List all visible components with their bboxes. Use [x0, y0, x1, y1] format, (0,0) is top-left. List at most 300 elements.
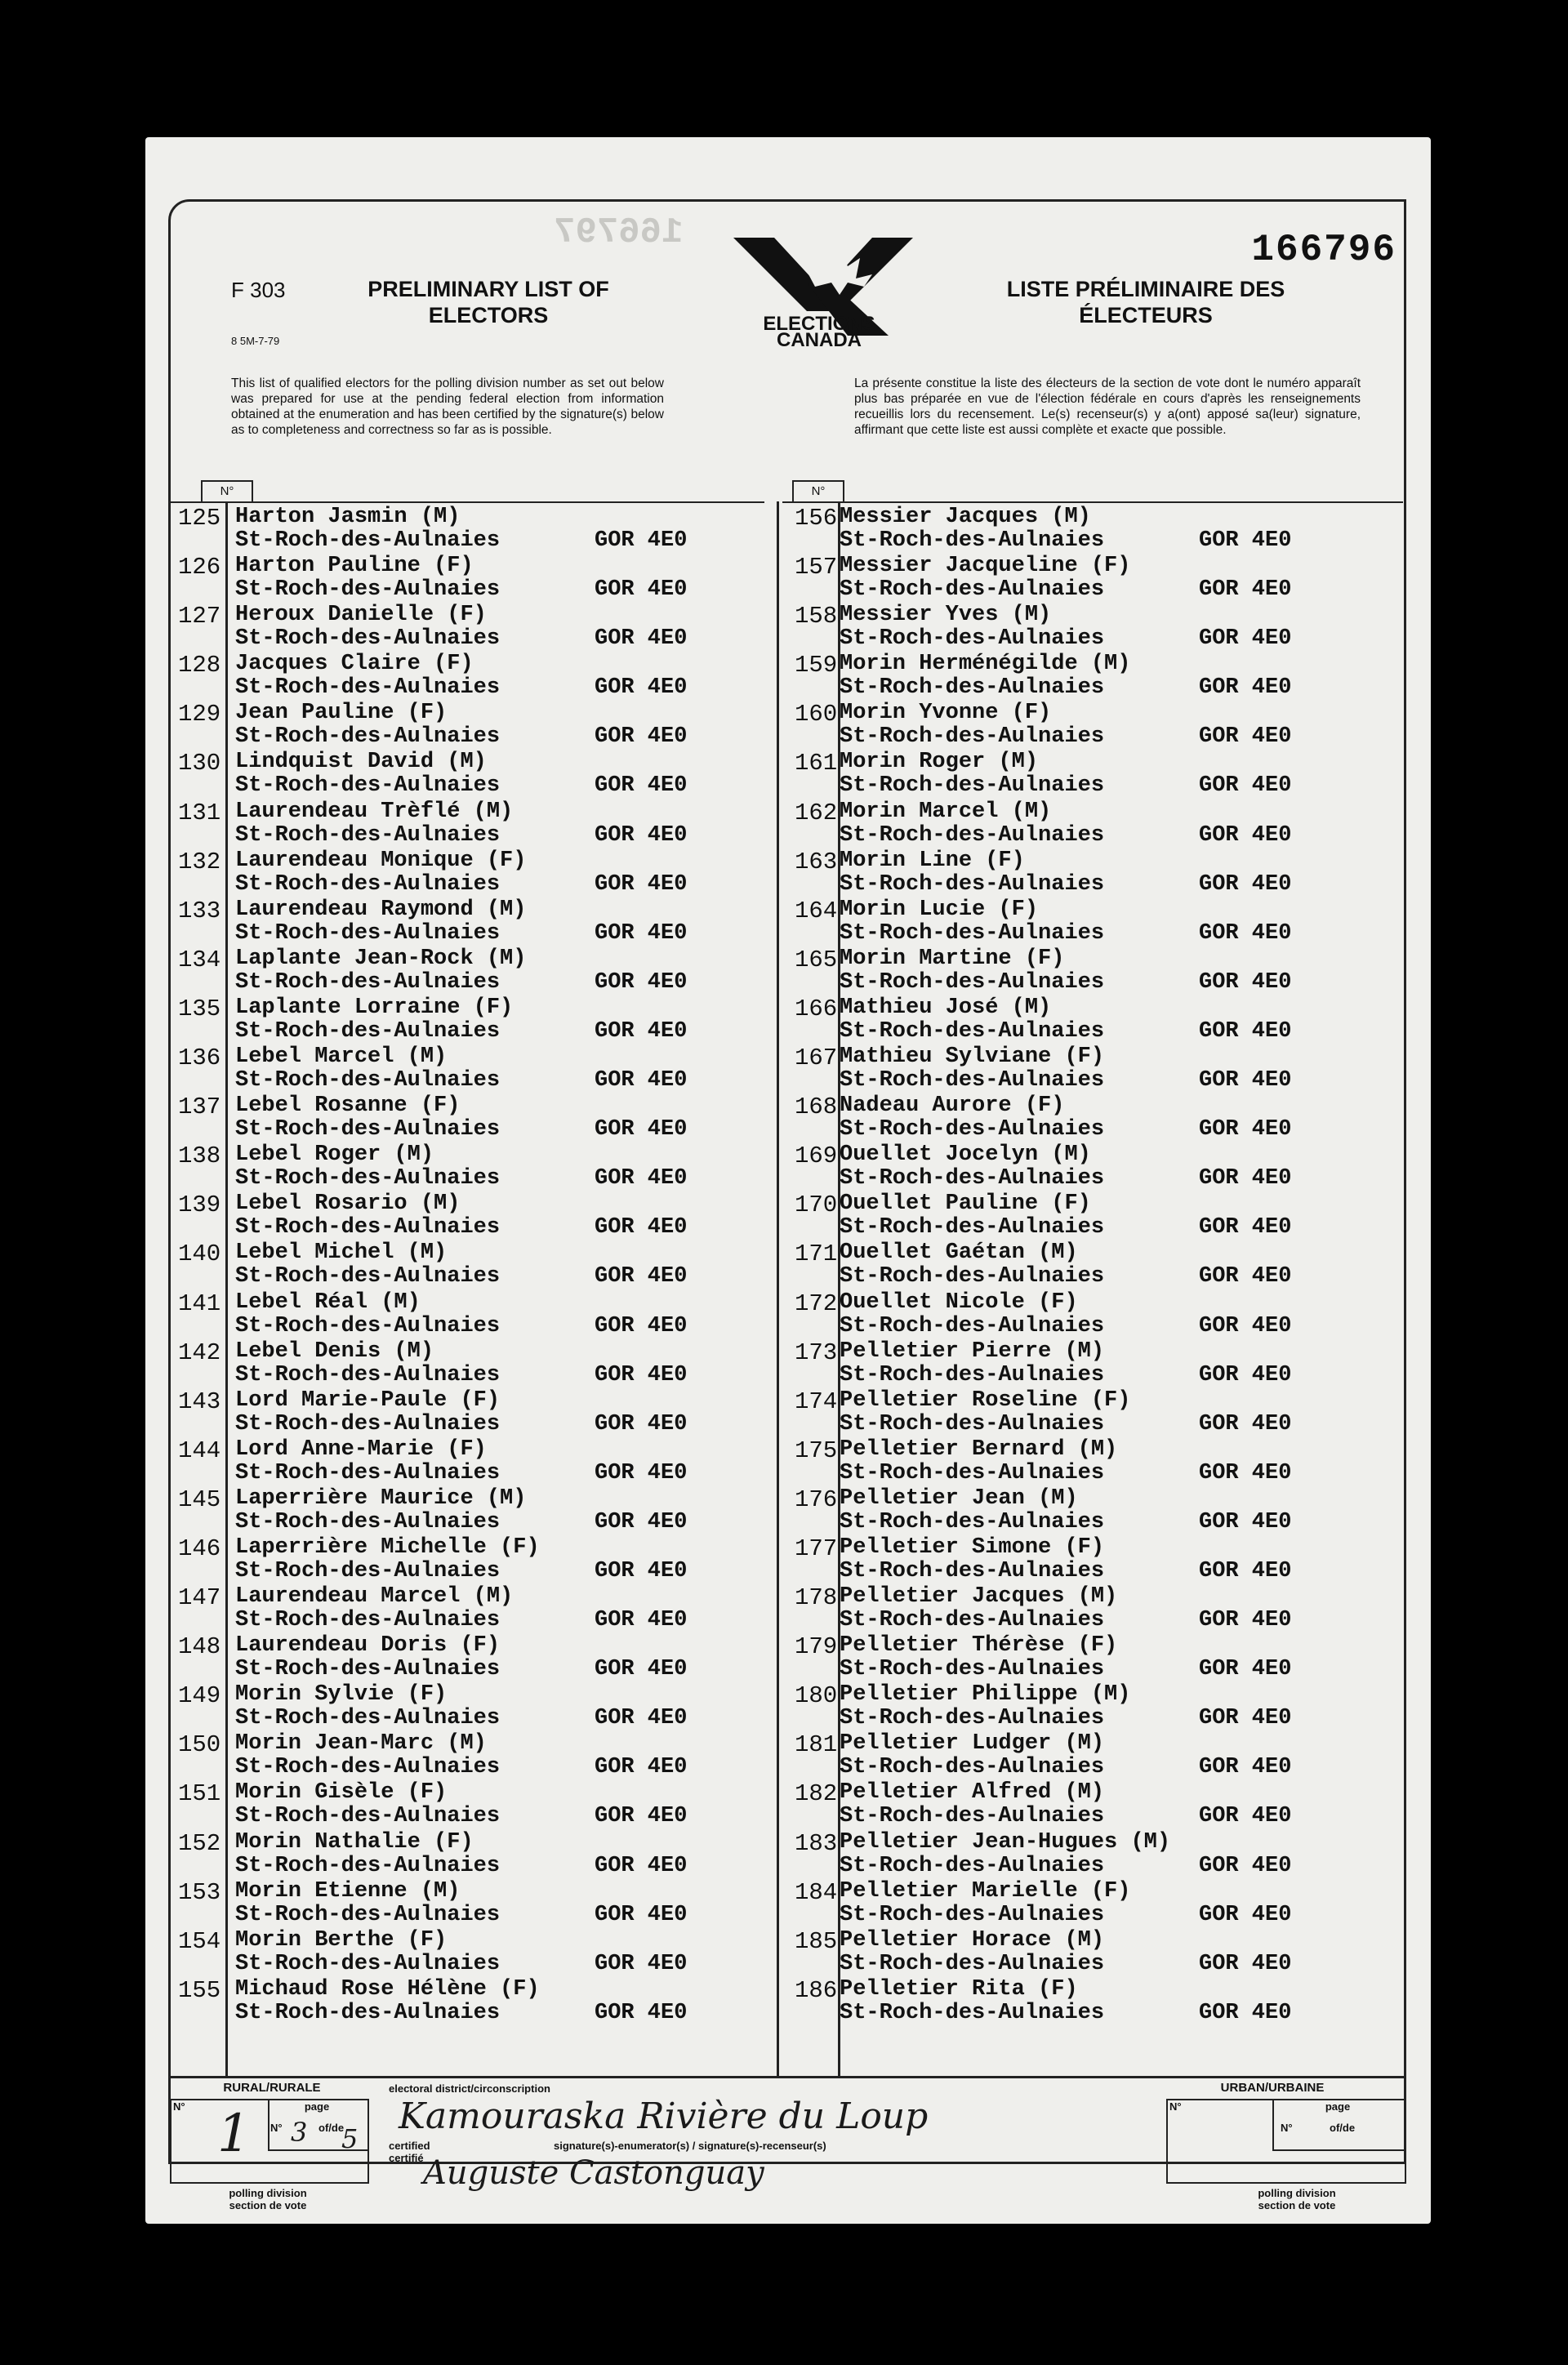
elector-postal-code: GOR 4E0: [595, 1755, 688, 1780]
elector-name: Pelletier Simone (F): [840, 1534, 1105, 1560]
elector-name: Pelletier Thérèse (F): [840, 1633, 1118, 1659]
elector-address: St-Roch-des-Aulnaies: [235, 1657, 501, 1682]
elector-entry: [795, 652, 1399, 701]
rural-label: RURAL/RURALE: [223, 2081, 321, 2095]
elector-address: St-Roch-des-Aulnaies: [840, 871, 1105, 897]
elector-address: St-Roch-des-Aulnaies: [840, 1853, 1105, 1878]
elector-address: St-Roch-des-Aulnaies: [840, 1755, 1105, 1780]
elector-number: 173: [795, 1338, 838, 1366]
elector-postal-code: GOR 4E0: [595, 1215, 688, 1240]
elector-number: 166: [795, 995, 838, 1022]
elector-number: 175: [795, 1436, 838, 1464]
elector-address: St-Roch-des-Aulnaies: [840, 577, 1105, 603]
elector-postal-code: GOR 4E0: [595, 920, 688, 946]
urban-label: URBAN/URBAINE: [1220, 2081, 1325, 2095]
elector-postal-code: GOR 4E0: [1199, 1706, 1292, 1731]
elector-postal-code: GOR 4E0: [1199, 1657, 1292, 1682]
elector-name: Morin Martine (F): [840, 946, 1065, 971]
elector-number: 140: [178, 1240, 221, 1268]
elector-number: 147: [178, 1584, 221, 1612]
elector-name: Harton Jasmin (M): [235, 505, 461, 529]
elector-name: Laurendeau Monique (F): [235, 848, 527, 873]
elector-postal-code: GOR 4E0: [1199, 1853, 1292, 1878]
elector-number: 183: [795, 1829, 838, 1857]
elector-name: Laperrière Michelle (F): [235, 1534, 540, 1560]
elector-entry: [178, 1682, 766, 1731]
elector-name: Pelletier Roseline (F): [840, 1387, 1131, 1413]
elector-number: 134: [178, 946, 221, 973]
elector-address: St-Roch-des-Aulnaies: [235, 2000, 501, 2025]
elector-entry: [178, 505, 766, 554]
elector-number: 151: [178, 1780, 221, 1808]
elector-number: 174: [795, 1387, 838, 1415]
page-number-label: N°: [270, 2122, 283, 2134]
elector-entry: [795, 1879, 1399, 1928]
elector-entry: [178, 1879, 766, 1928]
elector-name: Mathieu José (M): [840, 995, 1052, 1020]
elector-number: 185: [795, 1927, 838, 1955]
elector-address: St-Roch-des-Aulnaies: [235, 1608, 501, 1633]
elector-number: 144: [178, 1436, 221, 1464]
elector-postal-code: GOR 4E0: [1199, 1558, 1292, 1583]
elector-name: Jacques Claire (F): [235, 652, 474, 677]
elector-number: 142: [178, 1338, 221, 1366]
elector-number: 150: [178, 1731, 221, 1759]
elector-entry: [795, 1830, 1399, 1879]
elector-address: St-Roch-des-Aulnaies: [840, 1509, 1105, 1534]
elector-address: St-Roch-des-Aulnaies: [235, 528, 501, 553]
elector-postal-code: GOR 4E0: [595, 1068, 688, 1093]
intro-text-english: This list of qualified electors for the polling division number as set out below was prepared for use at the pending federal election from information obtained at the enumeration and has been certified by the signature(s) below as to completeness and correctness so far as is possible.: [231, 376, 664, 437]
elector-number: 163: [795, 848, 838, 875]
rural-division-number: 1: [217, 2104, 251, 2164]
elector-address: St-Roch-des-Aulnaies: [840, 1117, 1105, 1142]
elector-entry: [178, 750, 766, 799]
signature-label: signature(s)-enumerator(s) / signature(s)-recenseur(s): [554, 2140, 826, 2152]
elector-postal-code: GOR 4E0: [595, 1166, 688, 1191]
elector-number: 156: [795, 505, 838, 532]
elector-entry: [178, 1633, 766, 1682]
left-elector-column: [178, 505, 766, 2026]
elector-entry: [795, 1928, 1399, 1977]
elector-entry: [795, 1191, 1399, 1240]
elector-address: St-Roch-des-Aulnaies: [840, 626, 1105, 652]
elector-entry: [795, 848, 1399, 897]
elector-number: 164: [795, 897, 838, 924]
elector-address: St-Roch-des-Aulnaies: [235, 822, 501, 848]
elector-postal-code: GOR 4E0: [1199, 1215, 1292, 1240]
urban-page-label: page: [1325, 2100, 1351, 2113]
elector-number: 161: [795, 750, 838, 777]
elector-name: Morin Yvonne (F): [840, 701, 1052, 726]
elector-postal-code: GOR 4E0: [1199, 1608, 1292, 1633]
elections-canada-logo-icon: [717, 234, 921, 348]
elector-number: 137: [178, 1093, 221, 1121]
page-number: 3: [291, 2117, 308, 2148]
elector-address: St-Roch-des-Aulnaies: [840, 1215, 1105, 1240]
right-column-top-rule: [782, 501, 1403, 503]
elector-address: St-Roch-des-Aulnaies: [840, 1804, 1105, 1829]
elector-postal-code: GOR 4E0: [1199, 822, 1292, 848]
elector-postal-code: GOR 4E0: [1199, 1264, 1292, 1289]
elector-address: St-Roch-des-Aulnaies: [840, 724, 1105, 750]
elector-entry: [178, 701, 766, 750]
elector-entry: [795, 603, 1399, 652]
elector-address: St-Roch-des-Aulnaies: [840, 920, 1105, 946]
elector-postal-code: GOR 4E0: [595, 1853, 688, 1878]
page-of-label: of/de: [318, 2122, 345, 2134]
elector-number: 127: [178, 603, 221, 630]
elector-entry: [178, 995, 766, 1044]
elector-name: Morin Line (F): [840, 848, 1025, 873]
elector-number: 167: [795, 1044, 838, 1072]
elector-name: Lord Marie-Paule (F): [235, 1387, 501, 1413]
elector-entry: [178, 1437, 766, 1486]
elector-entry: [795, 1682, 1399, 1731]
elector-postal-code: GOR 4E0: [1199, 920, 1292, 946]
electoral-district-handwritten: Kamouraska Rivière du Loup: [399, 2096, 929, 2137]
elector-postal-code: GOR 4E0: [1199, 675, 1292, 701]
elector-number: 155: [178, 1976, 221, 2004]
center-divider: [777, 501, 779, 2078]
elector-name: Morin Lucie (F): [840, 897, 1039, 922]
elector-number: 152: [178, 1829, 221, 1857]
title-english-line-2: ELECTORS: [428, 303, 549, 327]
elector-number: 136: [178, 1044, 221, 1072]
bleed-through-serial: 166797: [554, 212, 684, 253]
elector-address: St-Roch-des-Aulnaies: [235, 1460, 501, 1485]
elector-address: St-Roch-des-Aulnaies: [235, 1853, 501, 1878]
elector-name: Morin Etienne (M): [235, 1878, 461, 1904]
elector-number: 178: [795, 1584, 838, 1612]
elector-entry: [795, 946, 1399, 995]
logo-text-line-1: ELECTIONS: [763, 313, 875, 335]
elector-name: Morin Herménégilde (M): [840, 652, 1131, 677]
elector-number: 172: [795, 1289, 838, 1317]
elector-address: St-Roch-des-Aulnaies: [840, 1362, 1105, 1387]
urban-polling-division-label-fr: section de vote: [1258, 2199, 1336, 2211]
title-english: [333, 276, 644, 328]
logo-text-line-2: CANADA: [777, 329, 862, 348]
elector-entry: [178, 1535, 766, 1584]
elector-address: St-Roch-des-Aulnaies: [840, 1558, 1105, 1583]
elector-name: Lebel Réal (M): [235, 1289, 421, 1315]
elector-entry: [795, 1437, 1399, 1486]
elector-postal-code: GOR 4E0: [595, 1902, 688, 1927]
elector-number: 129: [178, 701, 221, 728]
elector-address: St-Roch-des-Aulnaies: [840, 1411, 1105, 1436]
rural-number-label: N°: [173, 2100, 185, 2113]
elector-postal-code: GOR 4E0: [595, 1706, 688, 1731]
elector-name: Pelletier Jean (M): [840, 1485, 1078, 1511]
elector-postal-code: GOR 4E0: [1199, 1362, 1292, 1387]
enumerator-signature: Auguste Castonguay: [423, 2154, 764, 2192]
right-elector-column: [795, 505, 1399, 2026]
urban-polling-division-label: [1207, 2187, 1387, 2211]
elector-name: Pelletier Horace (M): [840, 1927, 1105, 1953]
elector-postal-code: GOR 4E0: [595, 773, 688, 799]
elector-name: Pelletier Pierre (M): [840, 1338, 1105, 1364]
elector-name: Morin Sylvie (F): [235, 1682, 448, 1708]
elector-entry: [178, 652, 766, 701]
elector-address: St-Roch-des-Aulnaies: [235, 871, 501, 897]
elector-postal-code: GOR 4E0: [595, 1460, 688, 1485]
elector-number: 141: [178, 1289, 221, 1317]
elector-name: Ouellet Pauline (F): [840, 1191, 1091, 1217]
elector-number: 168: [795, 1093, 838, 1121]
elector-entry: [795, 897, 1399, 946]
elector-number: 125: [178, 505, 221, 532]
title-french-line-2: ÉLECTEURS: [1079, 303, 1213, 327]
elector-entry: [178, 554, 766, 603]
elector-address: St-Roch-des-Aulnaies: [235, 1509, 501, 1534]
elector-postal-code: GOR 4E0: [595, 1558, 688, 1583]
elector-entry: [178, 1290, 766, 1339]
elector-number: 157: [795, 554, 838, 581]
elector-address: St-Roch-des-Aulnaies: [840, 1166, 1105, 1191]
elector-postal-code: GOR 4E0: [595, 577, 688, 603]
rural-polling-division-label-fr: section de vote: [229, 2199, 307, 2211]
elector-address: St-Roch-des-Aulnaies: [235, 675, 501, 701]
certified-label-en: certified: [389, 2140, 430, 2152]
elector-postal-code: GOR 4E0: [1199, 1460, 1292, 1485]
elector-address: St-Roch-des-Aulnaies: [235, 1166, 501, 1191]
elector-name: Ouellet Nicole (F): [840, 1289, 1078, 1315]
elector-number: 182: [795, 1780, 838, 1808]
elector-name: Lebel Roger (M): [235, 1142, 434, 1168]
elector-number: 169: [795, 1142, 838, 1170]
elector-postal-code: GOR 4E0: [1199, 1951, 1292, 1976]
elector-entry: [178, 1584, 766, 1633]
elector-number: 180: [795, 1682, 838, 1710]
elector-postal-code: GOR 4E0: [595, 1951, 688, 1976]
elector-name: Lebel Marcel (M): [235, 1044, 448, 1070]
elector-number: 131: [178, 799, 221, 826]
elector-address: St-Roch-des-Aulnaies: [235, 1411, 501, 1436]
elector-number: 154: [178, 1927, 221, 1955]
elector-entry: [178, 1339, 766, 1388]
elector-entry: [795, 505, 1399, 554]
elector-address: St-Roch-des-Aulnaies: [235, 1117, 501, 1142]
elector-address: St-Roch-des-Aulnaies: [235, 920, 501, 946]
elector-entry: [178, 1928, 766, 1977]
form-date: 8 5M-7-79: [231, 335, 280, 347]
elector-number: 184: [795, 1878, 838, 1906]
elector-number: 165: [795, 946, 838, 973]
elector-number: 135: [178, 995, 221, 1022]
elector-number: 139: [178, 1191, 221, 1219]
electoral-district-label: electoral district/circonscription: [389, 2082, 550, 2095]
elector-name: Laplante Lorraine (F): [235, 995, 514, 1020]
elector-name: Jean Pauline (F): [235, 701, 448, 726]
elector-name: Lebel Denis (M): [235, 1338, 434, 1364]
elector-postal-code: GOR 4E0: [595, 1804, 688, 1829]
elector-entry: [795, 995, 1399, 1044]
elector-name: Pelletier Bernard (M): [840, 1436, 1118, 1462]
elector-address: St-Roch-des-Aulnaies: [840, 773, 1105, 799]
elector-entry: [795, 1486, 1399, 1535]
elector-address: St-Roch-des-Aulnaies: [235, 1068, 501, 1093]
elector-number: 143: [178, 1387, 221, 1415]
footer-rule: [168, 2076, 1404, 2078]
elector-entry: [795, 1388, 1399, 1437]
elector-postal-code: GOR 4E0: [595, 1264, 688, 1289]
elector-entry: [178, 799, 766, 848]
elector-postal-code: GOR 4E0: [595, 528, 688, 553]
elector-entry: [795, 1731, 1399, 1780]
elector-postal-code: GOR 4E0: [1199, 1117, 1292, 1142]
rural-polling-division-label-en: polling division: [229, 2187, 307, 2199]
elector-postal-code: GOR 4E0: [1199, 1804, 1292, 1829]
urban-number-label: N°: [1169, 2100, 1182, 2113]
elector-name: Messier Jacqueline (F): [840, 554, 1131, 579]
elector-number: 171: [795, 1240, 838, 1268]
elector-name: Pelletier Philippe (M): [840, 1682, 1131, 1708]
elector-name: Morin Jean-Marc (M): [235, 1731, 487, 1757]
elector-postal-code: GOR 4E0: [1199, 1755, 1292, 1780]
elector-address: St-Roch-des-Aulnaies: [840, 822, 1105, 848]
elector-number: 133: [178, 897, 221, 924]
elector-entry: [178, 1830, 766, 1879]
elector-name: Mathieu Sylviane (F): [840, 1044, 1105, 1070]
elector-postal-code: GOR 4E0: [1199, 626, 1292, 652]
elector-name: Lord Anne-Marie (F): [235, 1436, 487, 1462]
urban-page-number-label: N°: [1281, 2122, 1293, 2134]
right-number-header: N°: [792, 480, 844, 503]
elector-number: 181: [795, 1731, 838, 1759]
elector-number: 186: [795, 1976, 838, 2004]
title-french: [929, 276, 1362, 328]
elector-number: 146: [178, 1534, 221, 1562]
elector-postal-code: GOR 4E0: [1199, 969, 1292, 995]
elector-postal-code: GOR 4E0: [595, 1362, 688, 1387]
elector-postal-code: GOR 4E0: [595, 1018, 688, 1044]
elector-address: St-Roch-des-Aulnaies: [235, 1902, 501, 1927]
elector-address: St-Roch-des-Aulnaies: [840, 1951, 1105, 1976]
elector-address: St-Roch-des-Aulnaies: [235, 1951, 501, 1976]
elector-name: Morin Roger (M): [840, 750, 1039, 775]
elector-number: 179: [795, 1633, 838, 1661]
elector-name: Pelletier Alfred (M): [840, 1780, 1105, 1806]
elector-entry: [178, 1093, 766, 1142]
elector-address: St-Roch-des-Aulnaies: [235, 1755, 501, 1780]
elector-postal-code: GOR 4E0: [1199, 1902, 1292, 1927]
elector-postal-code: GOR 4E0: [1199, 528, 1292, 553]
elector-entry: [178, 848, 766, 897]
elector-entry: [795, 1240, 1399, 1289]
elector-name: Laurendeau Raymond (M): [235, 897, 527, 922]
elector-postal-code: GOR 4E0: [1199, 1068, 1292, 1093]
elector-name: Laurendeau Trèflé (M): [235, 799, 514, 824]
document-sheet: [145, 137, 1431, 2224]
elector-entry: [178, 1486, 766, 1535]
elector-name: Laurendeau Doris (F): [235, 1633, 501, 1659]
elector-name: Lindquist David (M): [235, 750, 487, 775]
elector-entry: [795, 1142, 1399, 1191]
elector-entry: [795, 750, 1399, 799]
elector-name: Nadeau Aurore (F): [840, 1093, 1065, 1119]
elector-entry: [178, 1191, 766, 1240]
elector-entry: [178, 1044, 766, 1093]
elector-address: St-Roch-des-Aulnaies: [235, 1313, 501, 1338]
elector-postal-code: GOR 4E0: [595, 1509, 688, 1534]
elector-name: Pelletier Ludger (M): [840, 1731, 1105, 1757]
elector-name: Harton Pauline (F): [235, 554, 474, 579]
elector-entry: [795, 1977, 1399, 2026]
elector-entry: [178, 1240, 766, 1289]
elector-address: St-Roch-des-Aulnaies: [235, 1362, 501, 1387]
elector-entry: [178, 1142, 766, 1191]
elector-name: Ouellet Gaétan (M): [840, 1240, 1078, 1266]
serial-number: 166796: [1251, 229, 1396, 271]
elector-address: St-Roch-des-Aulnaies: [840, 528, 1105, 553]
elector-postal-code: GOR 4E0: [595, 724, 688, 750]
elector-entry: [795, 799, 1399, 848]
elector-address: St-Roch-des-Aulnaies: [840, 1608, 1105, 1633]
elector-number: 130: [178, 750, 221, 777]
elector-postal-code: GOR 4E0: [595, 1313, 688, 1338]
elector-entry: [795, 1535, 1399, 1584]
elector-postal-code: GOR 4E0: [1199, 1509, 1292, 1534]
elector-entry: [178, 946, 766, 995]
elector-postal-code: GOR 4E0: [1199, 724, 1292, 750]
elector-postal-code: GOR 4E0: [595, 1608, 688, 1633]
elector-name: Lebel Rosanne (F): [235, 1093, 461, 1119]
elector-entry: [178, 1731, 766, 1780]
elector-entry: [178, 603, 766, 652]
elector-entry: [795, 701, 1399, 750]
elector-entry: [795, 554, 1399, 603]
elector-number: 160: [795, 701, 838, 728]
elector-postal-code: GOR 4E0: [595, 1117, 688, 1142]
elector-postal-code: GOR 4E0: [1199, 871, 1292, 897]
elector-address: St-Roch-des-Aulnaies: [235, 626, 501, 652]
elector-postal-code: GOR 4E0: [1199, 577, 1292, 603]
elector-postal-code: GOR 4E0: [1199, 1411, 1292, 1436]
page-of-total: 5: [341, 2123, 359, 2154]
elector-postal-code: GOR 4E0: [595, 871, 688, 897]
elector-number: 138: [178, 1142, 221, 1170]
page-label: page: [304, 2100, 330, 2113]
elector-address: St-Roch-des-Aulnaies: [235, 1804, 501, 1829]
elector-address: St-Roch-des-Aulnaies: [235, 1558, 501, 1583]
elector-entry: [795, 1339, 1399, 1388]
title-french-line-1: LISTE PRÉLIMINAIRE DES: [1006, 277, 1285, 301]
elector-name: Messier Jacques (M): [840, 505, 1091, 529]
elector-number: 128: [178, 652, 221, 679]
elector-address: St-Roch-des-Aulnaies: [235, 724, 501, 750]
rural-polling-division-label: [178, 2187, 358, 2211]
elector-address: St-Roch-des-Aulnaies: [840, 1902, 1105, 1927]
elector-name: Morin Nathalie (F): [235, 1829, 474, 1855]
elector-postal-code: GOR 4E0: [595, 2000, 688, 2025]
elector-address: St-Roch-des-Aulnaies: [840, 1313, 1105, 1338]
elector-address: St-Roch-des-Aulnaies: [840, 1068, 1105, 1093]
elector-name: Ouellet Jocelyn (M): [840, 1142, 1091, 1168]
elector-postal-code: GOR 4E0: [1199, 1166, 1292, 1191]
elector-name: Laperrière Maurice (M): [235, 1485, 527, 1511]
elector-postal-code: GOR 4E0: [595, 969, 688, 995]
elector-address: St-Roch-des-Aulnaies: [235, 1215, 501, 1240]
elector-name: Morin Marcel (M): [840, 799, 1052, 824]
certified-label-fr: certifié: [389, 2152, 424, 2164]
elector-address: St-Roch-des-Aulnaies: [235, 577, 501, 603]
elector-address: St-Roch-des-Aulnaies: [840, 675, 1105, 701]
left-number-header: N°: [201, 480, 253, 503]
elector-address: St-Roch-des-Aulnaies: [840, 1018, 1105, 1044]
elector-number: 162: [795, 799, 838, 826]
elector-address: St-Roch-des-Aulnaies: [840, 1657, 1105, 1682]
